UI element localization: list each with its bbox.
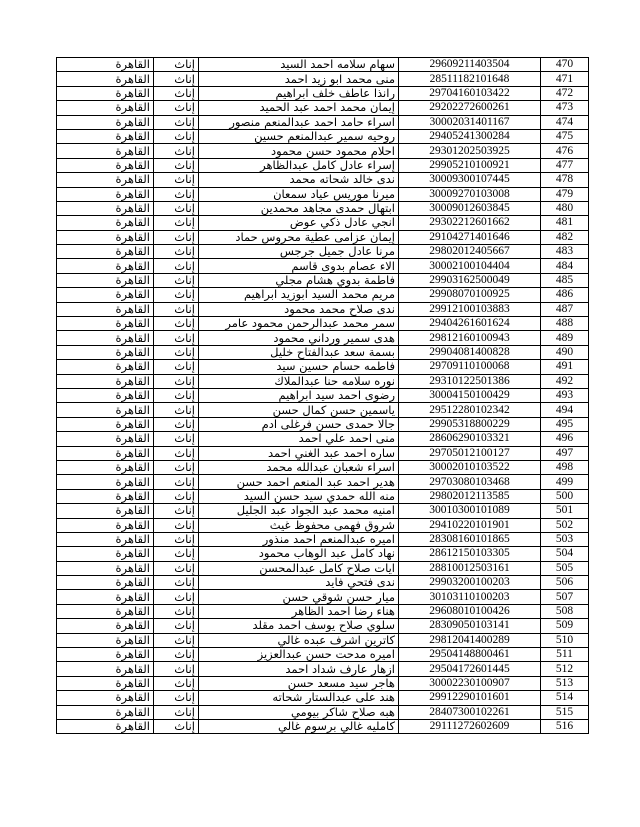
name-cell: هدير احمد عبد المنعم احمد حسن	[199, 475, 399, 489]
city-cell: القاهرة	[57, 101, 154, 115]
city-cell: القاهرة	[57, 475, 154, 489]
table-row	[57, 288, 589, 302]
gender-cell: إناث	[154, 561, 199, 575]
name-cell: كامليه غالي برسوم غالي	[199, 719, 399, 733]
gender-cell: إناث	[154, 317, 199, 331]
national-id-cell: 29404261601624	[399, 317, 541, 331]
table-row	[57, 417, 589, 431]
gender-cell: إناث	[154, 388, 199, 402]
table-row	[57, 547, 589, 561]
name-cell: فاطمة بدوي هشام مجلي	[199, 273, 399, 287]
gender-cell: إناث	[154, 576, 199, 590]
row-number-cell: 474	[541, 115, 589, 129]
city-cell: القاهرة	[57, 705, 154, 719]
city-cell: القاهرة	[57, 144, 154, 158]
city-cell: القاهرة	[57, 619, 154, 633]
name-cell: ميار حسن شوقي حسن	[199, 590, 399, 604]
gender-cell: إناث	[154, 719, 199, 733]
row-number-cell: 509	[541, 619, 589, 633]
name-cell: رضوى احمد سيد ابراهيم	[199, 388, 399, 402]
table-row	[57, 576, 589, 590]
name-cell: شروق فهمى محفوظ غيث	[199, 518, 399, 532]
national-id-cell: 29405241300284	[399, 129, 541, 143]
gender-cell: إناث	[154, 273, 199, 287]
table-row	[57, 532, 589, 546]
name-cell: كاترين اشرف عبده غالي	[199, 633, 399, 647]
national-id-cell: 28612150103305	[399, 547, 541, 561]
table-row	[57, 662, 589, 676]
gender-cell: إناث	[154, 201, 199, 215]
national-id-cell: 29812041400289	[399, 633, 541, 647]
gender-cell: إناث	[154, 633, 199, 647]
table-row	[57, 360, 589, 374]
national-id-cell: 29812160100943	[399, 331, 541, 345]
gender-cell: إناث	[154, 547, 199, 561]
name-cell: هاجر سيد مسعد حسن	[199, 676, 399, 690]
gender-cell: إناث	[154, 662, 199, 676]
gender-cell: إناث	[154, 432, 199, 446]
table-row	[57, 158, 589, 172]
name-cell: الاء عصام بدوى قاسم	[199, 259, 399, 273]
gender-cell: إناث	[154, 158, 199, 172]
row-number-cell: 501	[541, 504, 589, 518]
city-cell: القاهرة	[57, 590, 154, 604]
national-id-cell: 29310122501386	[399, 374, 541, 388]
document-page	[56, 57, 588, 734]
national-id-cell: 29912100103883	[399, 302, 541, 316]
city-cell: القاهرة	[57, 302, 154, 316]
gender-cell: إناث	[154, 604, 199, 618]
national-id-cell: 30002100104404	[399, 259, 541, 273]
national-id-cell: 28511182101648	[399, 72, 541, 86]
roster-table	[56, 57, 589, 734]
national-id-cell: 30009012603845	[399, 201, 541, 215]
name-cell: احلام محمود حسن محمود	[199, 144, 399, 158]
name-cell: اميره مدحت حسن عبدالعزيز	[199, 648, 399, 662]
city-cell: القاهرة	[57, 317, 154, 331]
gender-cell: إناث	[154, 187, 199, 201]
name-cell: ابتهال حمدى مجاهد محمدين	[199, 201, 399, 215]
national-id-cell: 29908070100925	[399, 288, 541, 302]
gender-cell: إناث	[154, 489, 199, 503]
name-cell: هبه صلاح شاكر بيومي	[199, 705, 399, 719]
row-number-cell: 484	[541, 259, 589, 273]
city-cell: القاهرة	[57, 676, 154, 690]
table-row	[57, 129, 589, 143]
table-row	[57, 604, 589, 618]
national-id-cell: 29704160103422	[399, 86, 541, 100]
national-id-cell: 28308160101865	[399, 532, 541, 546]
city-cell: القاهرة	[57, 648, 154, 662]
city-cell: القاهرة	[57, 345, 154, 359]
city-cell: القاهرة	[57, 576, 154, 590]
gender-cell: إناث	[154, 129, 199, 143]
table-row	[57, 201, 589, 215]
gender-cell: إناث	[154, 72, 199, 86]
gender-cell: إناث	[154, 360, 199, 374]
name-cell: ايات صلاح كامل عبدالمحسن	[199, 561, 399, 575]
city-cell: القاهرة	[57, 633, 154, 647]
name-cell: جالا حمدى حسن فرغلى ادم	[199, 417, 399, 431]
city-cell: القاهرة	[57, 504, 154, 518]
name-cell: إيمان عزامى عطية محروس حماد	[199, 230, 399, 244]
table-row	[57, 633, 589, 647]
row-number-cell: 508	[541, 604, 589, 618]
national-id-cell: 29802012405667	[399, 245, 541, 259]
name-cell: ميرنا موريس عياد سمعان	[199, 187, 399, 201]
national-id-cell: 29609211403504	[399, 58, 541, 72]
gender-cell: إناث	[154, 417, 199, 431]
row-number-cell: 485	[541, 273, 589, 287]
national-id-cell: 30002031401167	[399, 115, 541, 129]
national-id-cell: 29202272600261	[399, 101, 541, 115]
table-row	[57, 187, 589, 201]
row-number-cell: 479	[541, 187, 589, 201]
city-cell: القاهرة	[57, 403, 154, 417]
gender-cell: إناث	[154, 532, 199, 546]
row-number-cell: 513	[541, 676, 589, 690]
city-cell: القاهرة	[57, 129, 154, 143]
table-row	[57, 101, 589, 115]
gender-cell: إناث	[154, 101, 199, 115]
table-row	[57, 144, 589, 158]
national-id-cell: 29905210100921	[399, 158, 541, 172]
row-number-cell: 496	[541, 432, 589, 446]
name-cell: ساره احمد عبد الغني احمد	[199, 446, 399, 460]
city-cell: القاهرة	[57, 216, 154, 230]
city-cell: القاهرة	[57, 158, 154, 172]
row-number-cell: 510	[541, 633, 589, 647]
national-id-cell: 29512280102342	[399, 403, 541, 417]
national-id-cell: 28606290103321	[399, 432, 541, 446]
roster-table-body	[57, 58, 589, 734]
table-row	[57, 345, 589, 359]
gender-cell: إناث	[154, 374, 199, 388]
row-number-cell: 478	[541, 173, 589, 187]
gender-cell: إناث	[154, 288, 199, 302]
row-number-cell: 481	[541, 216, 589, 230]
city-cell: القاهرة	[57, 86, 154, 100]
national-id-cell: 30010300101089	[399, 504, 541, 518]
city-cell: القاهرة	[57, 662, 154, 676]
name-cell: هدى سمير ورداني محمود	[199, 331, 399, 345]
table-row	[57, 676, 589, 690]
table-row	[57, 619, 589, 633]
gender-cell: إناث	[154, 58, 199, 72]
gender-cell: إناث	[154, 144, 199, 158]
row-number-cell: 480	[541, 201, 589, 215]
row-number-cell: 516	[541, 719, 589, 733]
row-number-cell: 514	[541, 691, 589, 705]
row-number-cell: 491	[541, 360, 589, 374]
national-id-cell: 29111272602609	[399, 719, 541, 733]
row-number-cell: 504	[541, 547, 589, 561]
row-number-cell: 497	[541, 446, 589, 460]
name-cell: بسمة سعد عبدالفتاح خليل	[199, 345, 399, 359]
row-number-cell: 482	[541, 230, 589, 244]
row-number-cell: 515	[541, 705, 589, 719]
row-number-cell: 511	[541, 648, 589, 662]
table-row	[57, 115, 589, 129]
name-cell: ازهار عارف شداد احمد	[199, 662, 399, 676]
name-cell: اسراء حامد احمد عبدالمنعم منصور	[199, 115, 399, 129]
city-cell: القاهرة	[57, 532, 154, 546]
table-row	[57, 173, 589, 187]
row-number-cell: 486	[541, 288, 589, 302]
name-cell: روحيه سمير عبدالمنعم حسين	[199, 129, 399, 143]
city-cell: القاهرة	[57, 72, 154, 86]
name-cell: نوره سلامه حنا عبدالملاك	[199, 374, 399, 388]
row-number-cell: 499	[541, 475, 589, 489]
national-id-cell: 29608010100426	[399, 604, 541, 618]
row-number-cell: 493	[541, 388, 589, 402]
national-id-cell: 29302212601662	[399, 216, 541, 230]
name-cell: مريم محمد السيد ابوزيد ابراهيم	[199, 288, 399, 302]
name-cell: ندى فتحي فايد	[199, 576, 399, 590]
name-cell: إيمان محمد احمد عبد الحميد	[199, 101, 399, 115]
national-id-cell: 29709110100068	[399, 360, 541, 374]
national-id-cell: 29705012100127	[399, 446, 541, 460]
national-id-cell: 29504148800461	[399, 648, 541, 662]
city-cell: القاهرة	[57, 273, 154, 287]
table-row	[57, 374, 589, 388]
national-id-cell: 30103110100203	[399, 590, 541, 604]
table-row	[57, 230, 589, 244]
gender-cell: إناث	[154, 302, 199, 316]
gender-cell: إناث	[154, 216, 199, 230]
city-cell: القاهرة	[57, 489, 154, 503]
table-row	[57, 245, 589, 259]
table-row	[57, 302, 589, 316]
national-id-cell: 30002230100907	[399, 676, 541, 690]
gender-cell: إناث	[154, 245, 199, 259]
table-row	[57, 518, 589, 532]
row-number-cell: 500	[541, 489, 589, 503]
table-row	[57, 691, 589, 705]
row-number-cell: 492	[541, 374, 589, 388]
gender-cell: إناث	[154, 230, 199, 244]
national-id-cell: 30004150100429	[399, 388, 541, 402]
gender-cell: إناث	[154, 504, 199, 518]
national-id-cell: 29104271401646	[399, 230, 541, 244]
city-cell: القاهرة	[57, 115, 154, 129]
row-number-cell: 483	[541, 245, 589, 259]
gender-cell: إناث	[154, 345, 199, 359]
name-cell: إسراء عادل كامل عبدالظاهر	[199, 158, 399, 172]
gender-cell: إناث	[154, 403, 199, 417]
table-row	[57, 446, 589, 460]
table-row	[57, 317, 589, 331]
city-cell: القاهرة	[57, 460, 154, 474]
gender-cell: إناث	[154, 518, 199, 532]
name-cell: انجي عادل ذكي عوض	[199, 216, 399, 230]
national-id-cell: 30009270103008	[399, 187, 541, 201]
row-number-cell: 473	[541, 101, 589, 115]
row-number-cell: 512	[541, 662, 589, 676]
table-row	[57, 259, 589, 273]
row-number-cell: 475	[541, 129, 589, 143]
table-row	[57, 719, 589, 733]
national-id-cell: 30002010103522	[399, 460, 541, 474]
city-cell: القاهرة	[57, 245, 154, 259]
table-row	[57, 504, 589, 518]
name-cell: اميره عبدالمنعم احمد منذور	[199, 532, 399, 546]
gender-cell: إناث	[154, 475, 199, 489]
gender-cell: إناث	[154, 460, 199, 474]
gender-cell: إناث	[154, 446, 199, 460]
row-number-cell: 507	[541, 590, 589, 604]
national-id-cell: 28309050103141	[399, 619, 541, 633]
table-row	[57, 648, 589, 662]
city-cell: القاهرة	[57, 173, 154, 187]
name-cell: ندى صلاح محمد محمود	[199, 302, 399, 316]
name-cell: سمر محمد عبدالرحمن محمود عامر	[199, 317, 399, 331]
table-row	[57, 432, 589, 446]
city-cell: القاهرة	[57, 201, 154, 215]
national-id-cell: 29703080103468	[399, 475, 541, 489]
row-number-cell: 470	[541, 58, 589, 72]
table-row	[57, 561, 589, 575]
row-number-cell: 476	[541, 144, 589, 158]
table-row	[57, 403, 589, 417]
row-number-cell: 495	[541, 417, 589, 431]
table-row	[57, 590, 589, 604]
gender-cell: إناث	[154, 705, 199, 719]
row-number-cell: 488	[541, 317, 589, 331]
name-cell: منى احمد علي احمد	[199, 432, 399, 446]
name-cell: منى محمد ابو زيد احمد	[199, 72, 399, 86]
name-cell: هند على عبدالستار شحاته	[199, 691, 399, 705]
table-row	[57, 86, 589, 100]
city-cell: القاهرة	[57, 388, 154, 402]
city-cell: القاهرة	[57, 187, 154, 201]
name-cell: نهاد كامل عبد الوهاب محمود	[199, 547, 399, 561]
table-row	[57, 273, 589, 287]
row-number-cell: 477	[541, 158, 589, 172]
city-cell: القاهرة	[57, 561, 154, 575]
city-cell: القاهرة	[57, 446, 154, 460]
name-cell: سهام سلامه احمد السيد	[199, 58, 399, 72]
city-cell: القاهرة	[57, 691, 154, 705]
gender-cell: إناث	[154, 676, 199, 690]
table-row	[57, 705, 589, 719]
name-cell: امنيه محمد عبد الجواد عبد الجليل	[199, 504, 399, 518]
row-number-cell: 505	[541, 561, 589, 575]
row-number-cell: 494	[541, 403, 589, 417]
national-id-cell: 29301202503925	[399, 144, 541, 158]
national-id-cell: 30009300107445	[399, 173, 541, 187]
table-row	[57, 58, 589, 72]
row-number-cell: 506	[541, 576, 589, 590]
city-cell: القاهرة	[57, 259, 154, 273]
city-cell: القاهرة	[57, 58, 154, 72]
name-cell: منه الله حمدي سيد حسن السيد	[199, 489, 399, 503]
city-cell: القاهرة	[57, 374, 154, 388]
city-cell: القاهرة	[57, 604, 154, 618]
city-cell: القاهرة	[57, 288, 154, 302]
national-id-cell: 29802012113585	[399, 489, 541, 503]
national-id-cell: 29912290101601	[399, 691, 541, 705]
national-id-cell: 29410220101901	[399, 518, 541, 532]
national-id-cell: 28407300102261	[399, 705, 541, 719]
city-cell: القاهرة	[57, 547, 154, 561]
city-cell: القاهرة	[57, 518, 154, 532]
table-row	[57, 489, 589, 503]
row-number-cell: 498	[541, 460, 589, 474]
row-number-cell: 503	[541, 532, 589, 546]
name-cell: اسراء شعبان عبدالله محمد	[199, 460, 399, 474]
gender-cell: إناث	[154, 331, 199, 345]
table-row	[57, 475, 589, 489]
table-row	[57, 216, 589, 230]
gender-cell: إناث	[154, 648, 199, 662]
gender-cell: إناث	[154, 619, 199, 633]
gender-cell: إناث	[154, 691, 199, 705]
row-number-cell: 471	[541, 72, 589, 86]
gender-cell: إناث	[154, 86, 199, 100]
national-id-cell: 29905318800229	[399, 417, 541, 431]
national-id-cell: 29903162500049	[399, 273, 541, 287]
name-cell: سلوي صلاح يوسف احمد مقلد	[199, 619, 399, 633]
table-row	[57, 72, 589, 86]
table-row	[57, 460, 589, 474]
gender-cell: إناث	[154, 115, 199, 129]
gender-cell: إناث	[154, 173, 199, 187]
row-number-cell: 487	[541, 302, 589, 316]
city-cell: القاهرة	[57, 432, 154, 446]
gender-cell: إناث	[154, 590, 199, 604]
row-number-cell: 489	[541, 331, 589, 345]
city-cell: القاهرة	[57, 360, 154, 374]
city-cell: القاهرة	[57, 230, 154, 244]
name-cell: هناء رضا احمد الظاهر	[199, 604, 399, 618]
name-cell: ندى خالد شحاته محمد	[199, 173, 399, 187]
name-cell: فاطمه حسام حسين سيد	[199, 360, 399, 374]
table-row	[57, 331, 589, 345]
name-cell: مرنا عادل جميل جرجس	[199, 245, 399, 259]
row-number-cell: 490	[541, 345, 589, 359]
name-cell: ياسمين حسن كمال حسن	[199, 403, 399, 417]
national-id-cell: 29903200100203	[399, 576, 541, 590]
city-cell: القاهرة	[57, 417, 154, 431]
row-number-cell: 472	[541, 86, 589, 100]
row-number-cell: 502	[541, 518, 589, 532]
name-cell: رانذا عاطف خلف ابراهيم	[199, 86, 399, 100]
national-id-cell: 29904081400828	[399, 345, 541, 359]
table-row	[57, 388, 589, 402]
gender-cell: إناث	[154, 259, 199, 273]
national-id-cell: 29504172601445	[399, 662, 541, 676]
city-cell: القاهرة	[57, 331, 154, 345]
national-id-cell: 28810012503161	[399, 561, 541, 575]
city-cell: القاهرة	[57, 719, 154, 733]
